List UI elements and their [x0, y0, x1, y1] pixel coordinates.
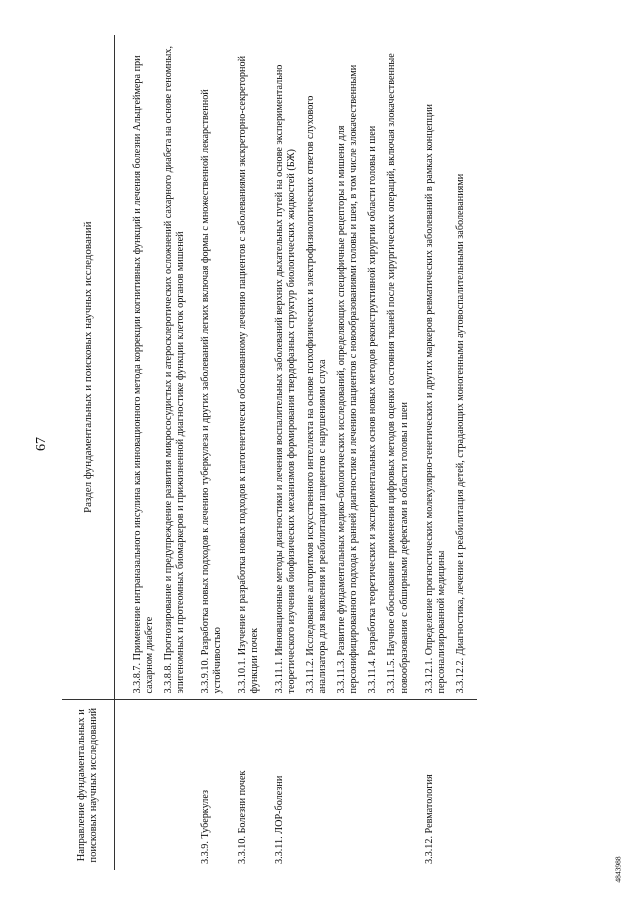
page-number: 67	[34, 437, 49, 451]
section-item: 3.3.9.10. Разработка новых подходов к лечению туберкулеза и других заболеваний легких включая формы с множественной лекарственной устойчивостью	[200, 89, 224, 694]
section-item: 3.3.11.5. Научное обоснование применения цифровых методов оценки состояния тканей после хирургических операций, включая злокачественные новообразования с обширными дефектами в области головы и шеи	[386, 53, 410, 694]
research-direction-cell: 3.3.10. Болезни почек	[234, 700, 271, 870]
research-direction-cell: 3.3.12. Ревматология	[421, 700, 477, 870]
direction-column-header: Направление фундаментальных и поисковых научных исследований	[62, 700, 115, 870]
section-column-header: Раздел фундаментальных и поисковых научных исследований	[62, 35, 115, 700]
section-item: 3.3.8.8. Прогнозирование и предупреждение развития микрососудистых и атеросклеротических осложнений сахарного диабета на основе геномных, эпигеномных и протеомных биомаркеров и прижизненной диагностике функции клеток органов мишеней	[163, 46, 187, 694]
section-item: 3.3.11.3. Развитие фундаментальных медико-биологических исследований, определяющих специфичные рецепторы и мишени для персонифицированного подхода к ранней диагностике и лечению пациентов с новообразованиями головы и шеи, в том числе злокачественными	[336, 64, 360, 694]
section-item: 3.3.10.1. Изучение и разработка новых подходов к патогенетически обоснованному лечению пациентов с заболеваниями экскреторно-секреторной функции почек	[237, 55, 261, 694]
research-direction-cell: 3.3.9. Туберкулез	[197, 700, 234, 870]
document-code: 4843988	[613, 856, 623, 883]
research-table	[62, 35, 477, 870]
research-sections-cell	[197, 35, 234, 700]
section-item: 3.3.8.7. Применение интраназального инсулина как инновационного метода коррекции когнитивных функций и лечения болезни Альцгеймера при сахарном диабете	[132, 55, 156, 694]
table-header-row	[62, 35, 115, 870]
table-row	[129, 35, 197, 870]
table-body	[115, 35, 477, 870]
table-row	[421, 35, 477, 870]
section-item: 3.3.12.1. Определение прогностических молекулярно-генетических и других маркеров ревматических заболеваний в рамках концепции персонализированной медицины	[423, 104, 447, 694]
research-sections-cell	[271, 35, 420, 700]
section-item: 3.3.12.2. Диагностика, лечение и реабилитация детей, страдающих моногенными аутовоспалительными заболеваниями	[454, 173, 466, 694]
research-direction-cell: 3.3.11. ЛОР-болезни	[271, 700, 420, 870]
rotated-table-page	[62, 35, 582, 870]
research-direction-cell	[129, 700, 197, 870]
section-item: 3.3.11.2. Исследование алгоритмов искусственного интеллекта на основе психофизических и электрофизиологических ответов слухового анализатора для выявления и реабилитации пациентов с нарушениями слуха	[305, 95, 329, 694]
research-sections-cell	[234, 35, 271, 700]
table-row	[197, 35, 234, 870]
table-row	[271, 35, 420, 870]
table-row	[234, 35, 271, 870]
section-item: 3.3.11.4. Разработка теоретических и экспериментальных основ новых методов реконструктивной хирургии области головы и шеи	[367, 125, 379, 694]
research-sections-cell	[129, 35, 197, 700]
section-item: 3.3.11.1. Инновационные методы диагностики и лечения воспалительных заболеваний верхних дыхательных путей на основе экспериментально теоретического изучения биофизических механизмов формирования твердофазных структур биологических жидкостей (БЖ)	[274, 64, 298, 694]
research-sections-cell	[421, 35, 477, 700]
